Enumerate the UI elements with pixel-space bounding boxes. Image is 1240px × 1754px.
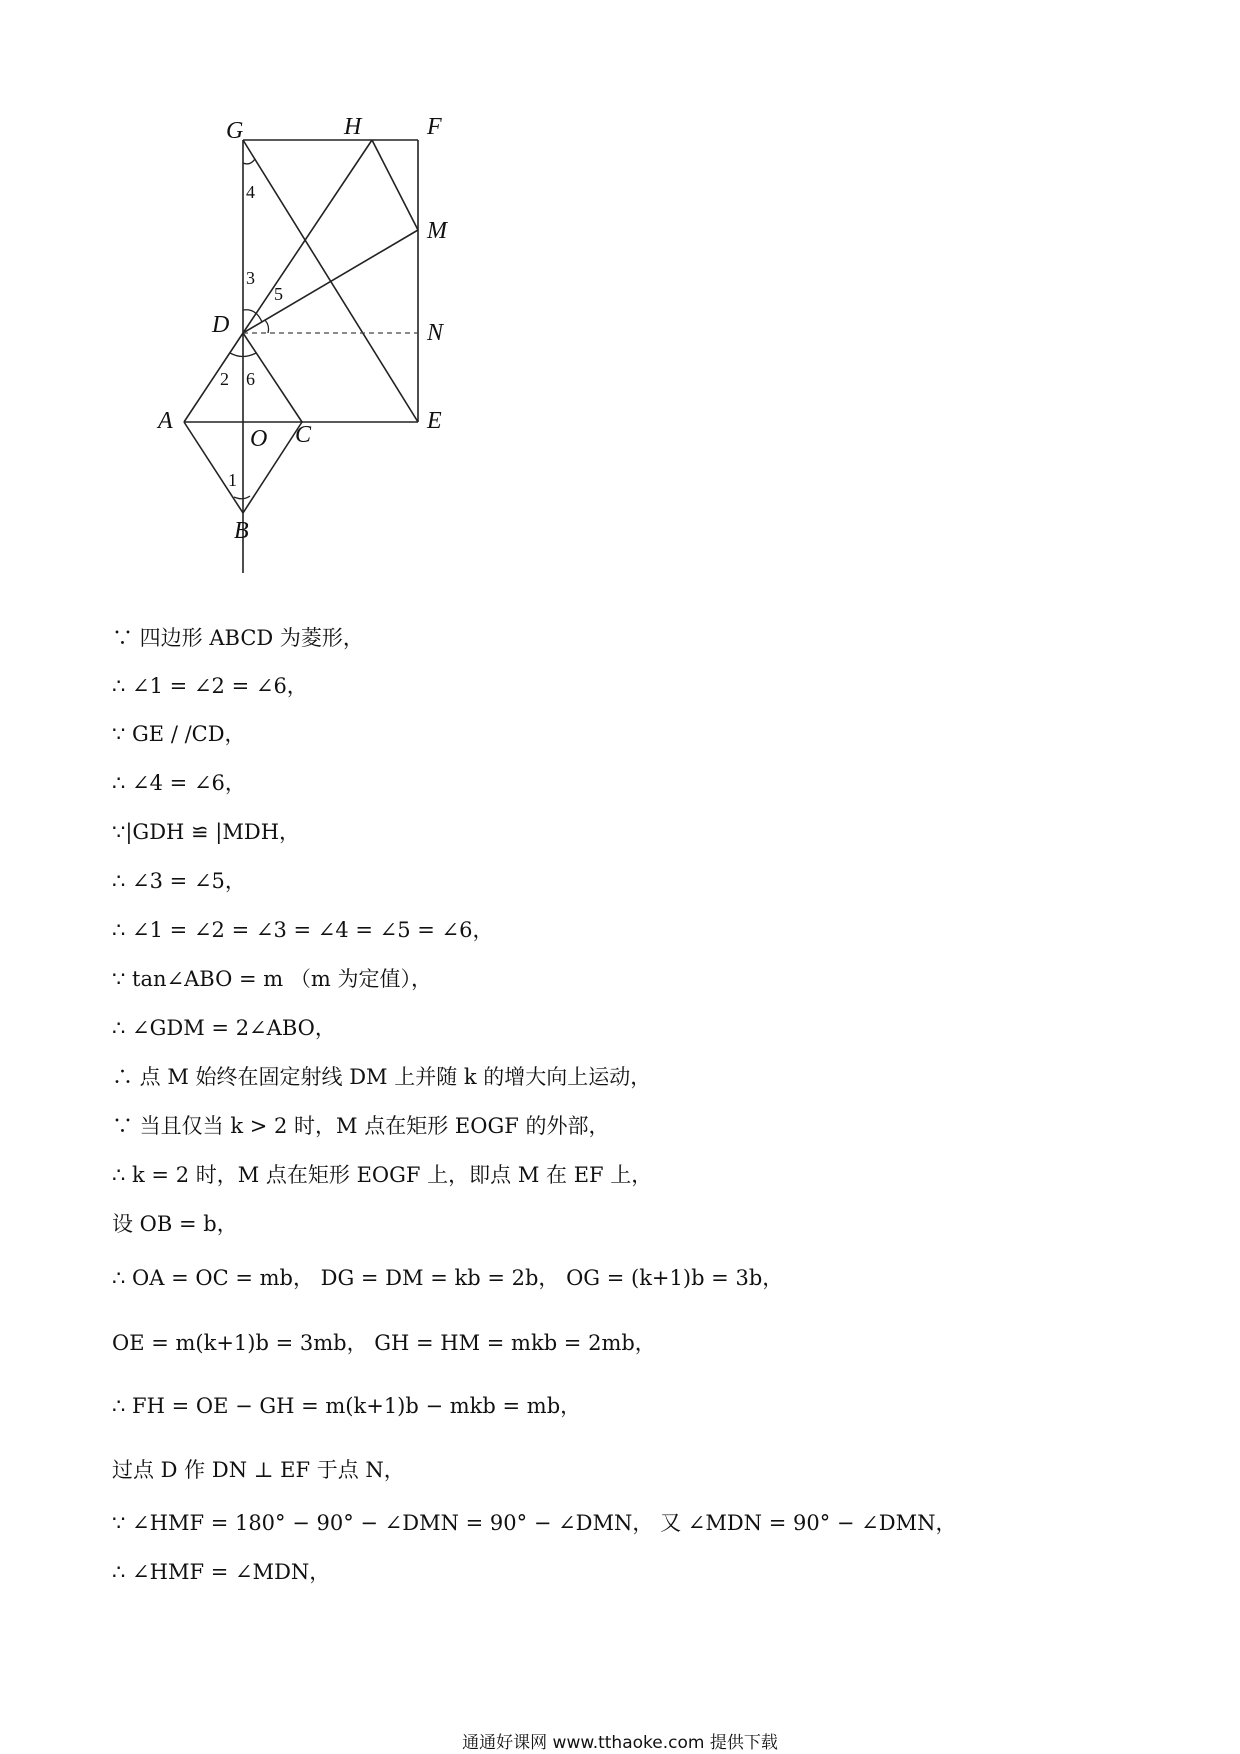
segment-AD bbox=[184, 333, 243, 422]
point-label-F: F bbox=[427, 114, 442, 140]
proof-line: ∵ 四边形 ABCD 为菱形， bbox=[112, 626, 364, 650]
proof-line: ∴ OA = OC = mb， DG = DM = kb = 2b， OG = (k+1)b = 3b， bbox=[112, 1266, 784, 1290]
angle-arc-1 bbox=[234, 496, 250, 499]
angle-label-1: 1 bbox=[228, 470, 237, 490]
point-label-H: H bbox=[344, 114, 362, 140]
angle-label-6: 6 bbox=[246, 369, 255, 389]
proof-line: ∵ 当且仅当 k > 2 时，M 点在矩形 EOGF 的外部， bbox=[112, 1114, 610, 1138]
angle-arc-5 bbox=[265, 320, 269, 333]
angle-label-3: 3 bbox=[246, 268, 255, 288]
proof-line: ∴ ∠1 = ∠2 = ∠3 = ∠4 = ∠5 = ∠6， bbox=[112, 918, 494, 942]
proof-line: ∵ ∠HMF = 180° − 90° − ∠DMN = 90° − ∠DMN， 又 ∠MDN = 90° − ∠DMN， bbox=[112, 1511, 957, 1535]
proof-line: ∴ k = 2 时，M 点在矩形 EOGF 上，即点 M 在 EF 上， bbox=[112, 1163, 653, 1187]
point-label-C: C bbox=[295, 422, 312, 448]
proof-line: ∵ GE / /CD， bbox=[112, 722, 246, 746]
segment-DH bbox=[243, 140, 372, 333]
point-label-D: D bbox=[212, 312, 230, 338]
geometry-diagram bbox=[150, 114, 470, 610]
page-footer: 通通好课网 www.tthaoke.com 提供下载 bbox=[462, 1733, 778, 1753]
proof-line: ∴ ∠1 = ∠2 = ∠6， bbox=[112, 674, 308, 698]
proof-line: 设 OB = b， bbox=[112, 1212, 238, 1236]
proof-line: ∴ ∠HMF = ∠MDN， bbox=[112, 1560, 331, 1584]
proof-line: ∴ FH = OE − GH = m(k+1)b − mkb = mb， bbox=[112, 1394, 582, 1418]
point-label-E: E bbox=[427, 408, 442, 434]
proof-line: ∴ 点 M 始终在固定射线 DM 上并随 k 的增大向上运动， bbox=[112, 1065, 652, 1089]
proof-line: ∴ ∠GDM = 2∠ABO， bbox=[112, 1016, 336, 1040]
proof-line: OE = m(k+1)b = 3mb， GH = HM = mkb = 2mb， bbox=[112, 1331, 656, 1355]
segment-AB bbox=[184, 422, 243, 513]
geometry-figure bbox=[150, 114, 470, 610]
proof-line: ∴ ∠3 = ∠5， bbox=[112, 869, 246, 893]
segment-HM bbox=[372, 140, 418, 230]
proof-line: ∵|GDH ≌ |MDH， bbox=[112, 820, 301, 844]
proof-line: ∴ ∠4 = ∠6， bbox=[112, 771, 246, 795]
point-label-G: G bbox=[226, 118, 244, 144]
point-label-M: M bbox=[427, 218, 447, 244]
angle-label-4: 4 bbox=[246, 182, 255, 202]
proof-line: ∵ tan∠ABO = m （m 为定值）， bbox=[112, 967, 432, 991]
angle-label-5: 5 bbox=[274, 284, 283, 304]
angle-label-2: 2 bbox=[220, 369, 229, 389]
point-label-N: N bbox=[427, 320, 444, 346]
proof-line: 过点 D 作 DN ⊥ EF 于点 N， bbox=[112, 1458, 405, 1482]
point-label-O: O bbox=[250, 426, 268, 452]
angle-arc-4 bbox=[243, 159, 255, 164]
point-label-B: B bbox=[234, 518, 249, 544]
segment-DM bbox=[243, 230, 418, 333]
point-label-A: A bbox=[158, 408, 173, 434]
